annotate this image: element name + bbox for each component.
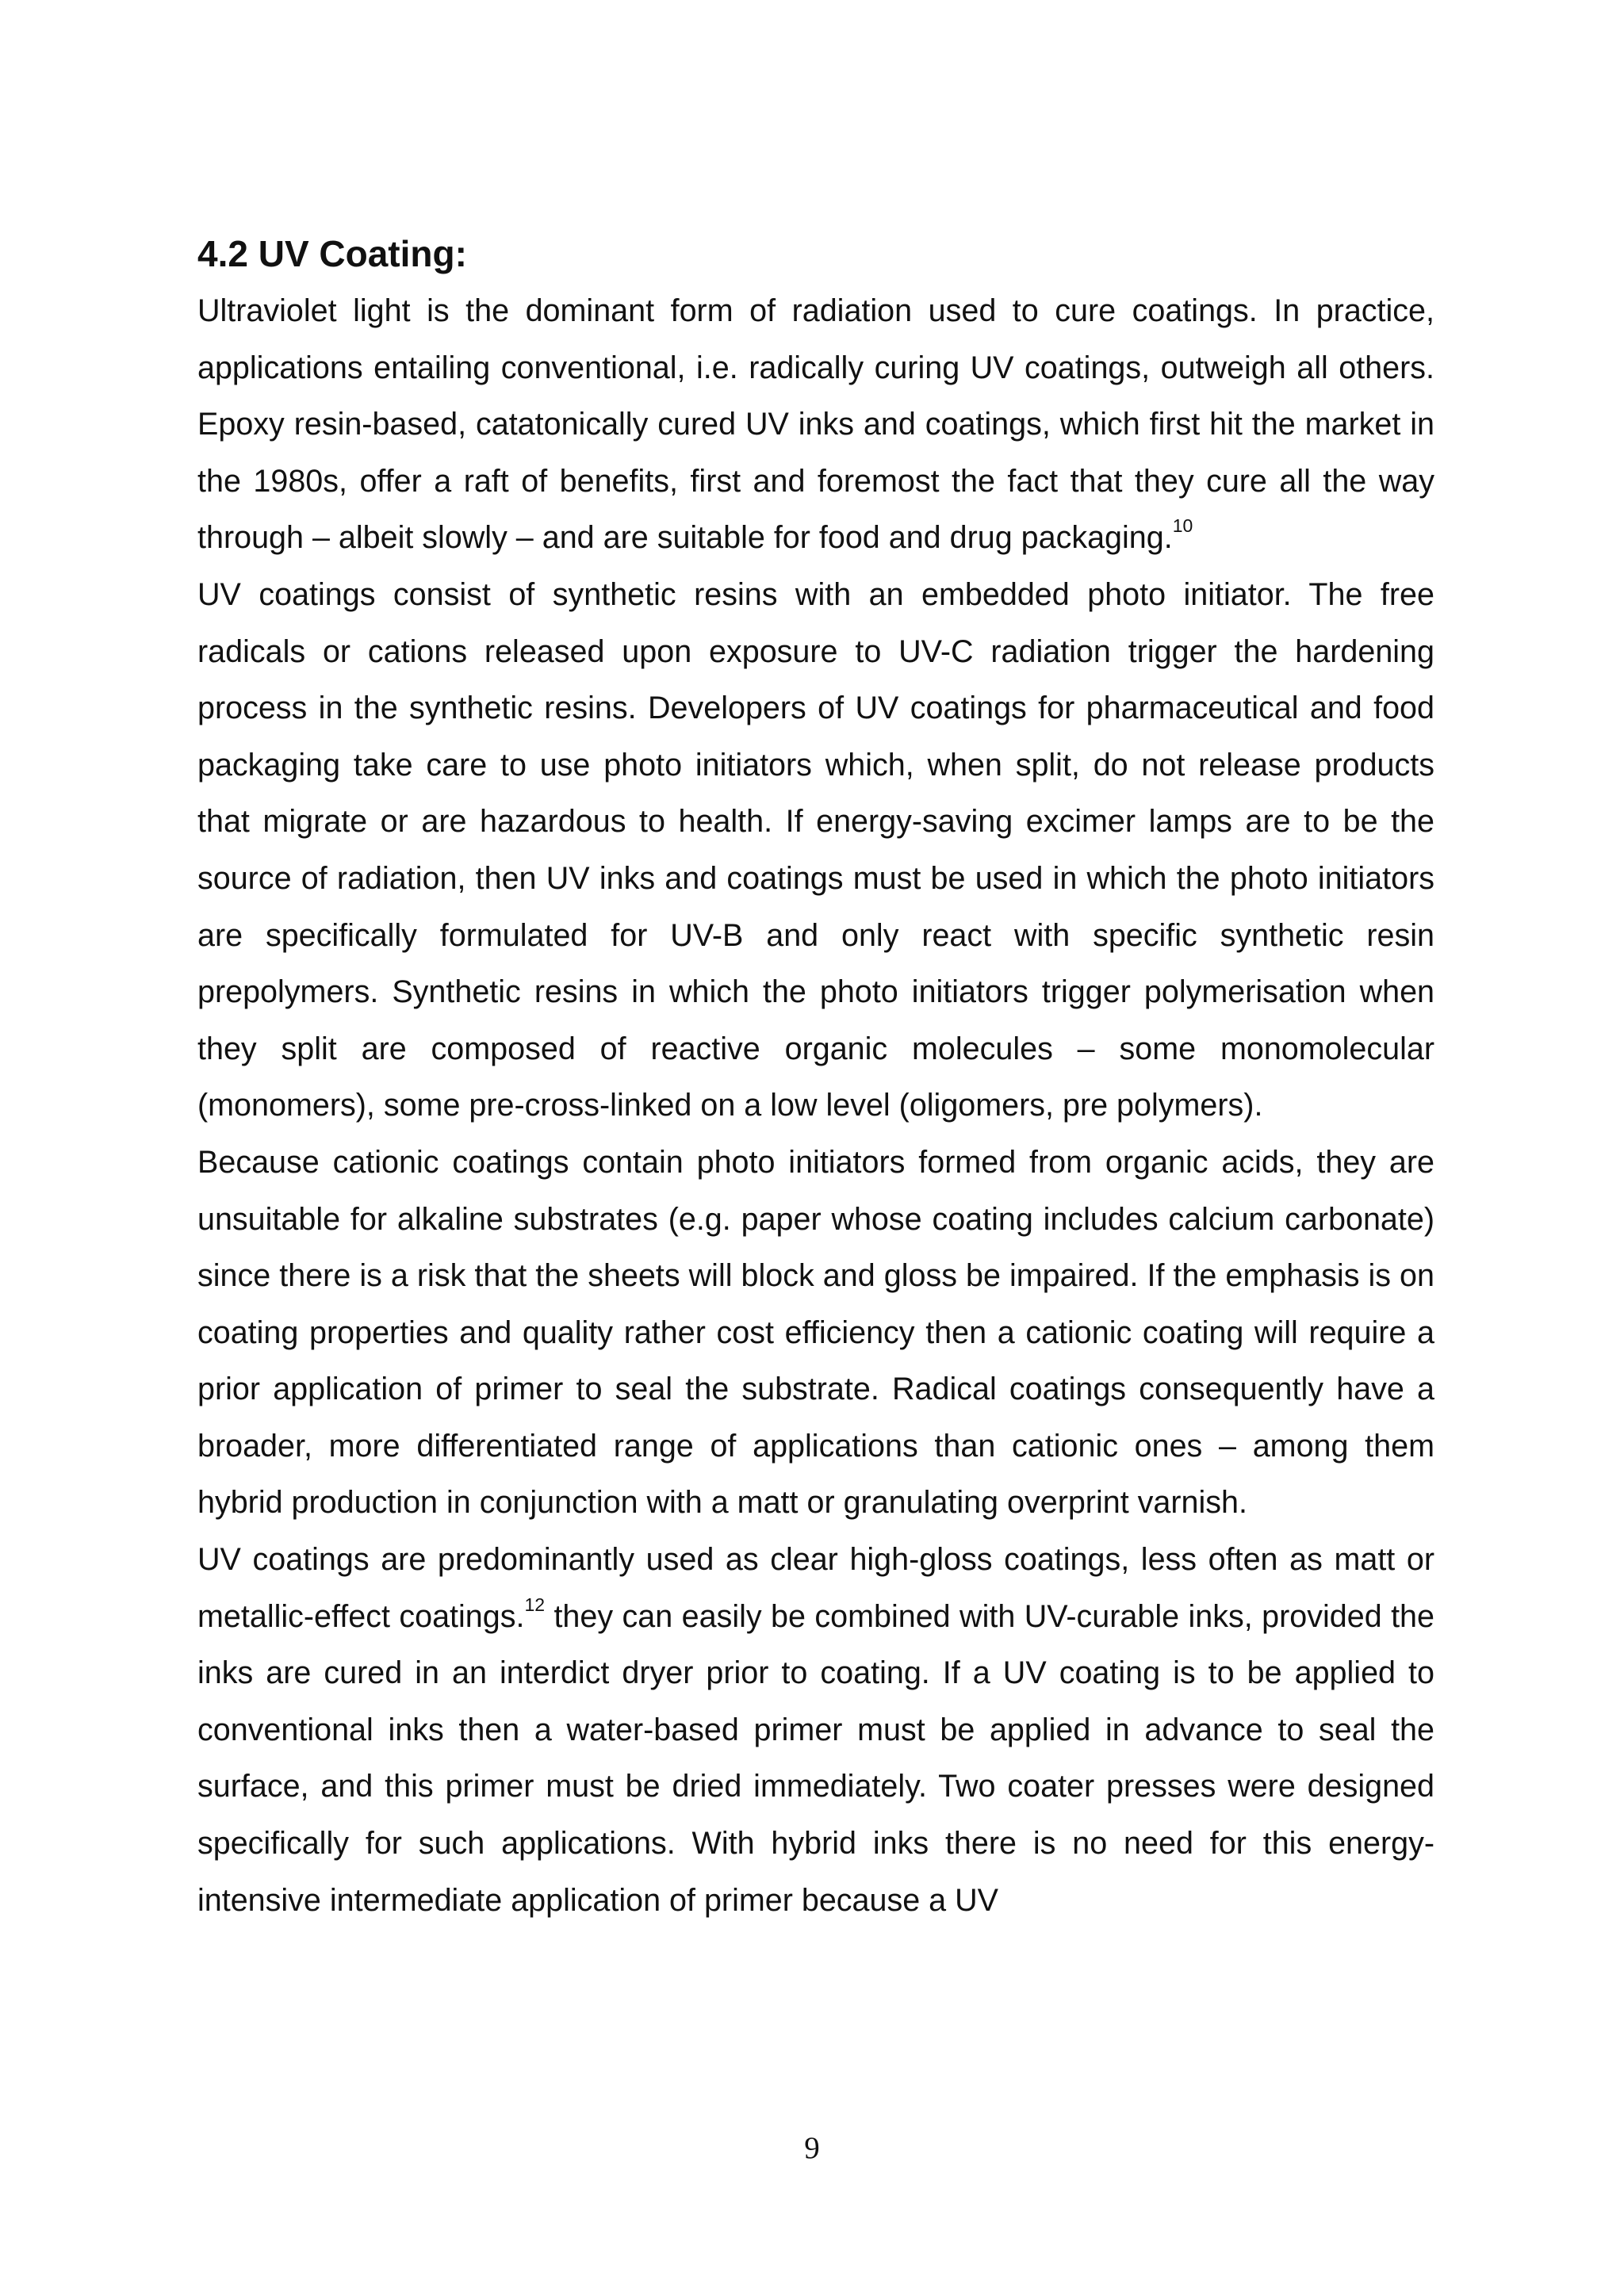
paragraph-text: UV coatings consist of synthetic resins with an embedded photo initiator. The free radicals or cations released upon exposure to UV-C radiation trigger the hardening process in the synthetic resins. Developers of UV coatings for pharmaceutical and food packaging take care to use photo initiators which, when split, do not release products that migrate or are hazardous to health. If energy-saving excimer lamps are to be the source of radiation, then UV inks and coatings must be used in which the photo initiators are specifically formulated for UV-B and only react with specific synthetic resin prepolymers. Synthetic resins in which the photo initiators trigger polymerisation when they split are composed of reactive organic molecules – some monomolecular (monomers), some pre-cross-linked on a low level (oligomers, pre polymers). (197, 576, 1434, 1123)
paragraph-text-after-footnote: they can easily be combined with UV-curable inks, provided the inks are cured in an interdict dryer prior to coating. If a UV coating is to be applied to conventional inks then a water-based primer must be applied in advance to seal the surface, and this primer must be dried immediately. Two coater presses were designed specifically for such applications. With hybrid inks there is no need for this energy-intensive intermediate application of primer because a UV (197, 1598, 1434, 1918)
footnote-reference: 10 (1172, 515, 1193, 537)
paragraph-cationic-coatings (197, 1135, 1434, 1532)
paragraph-uv-coating-usage (197, 1532, 1434, 1929)
footnote-reference: 12 (524, 1594, 546, 1615)
paragraph-text: UV coatings are predominantly used as clear high-gloss coatings, less often as matt or metallic-effect coatings. (197, 1542, 1434, 1634)
paragraph-text: Ultraviolet light is the dominant form of radiation used to cure coatings. In practice, applications entailing conventional, i.e. radically curing UV coatings, outweigh all others. Epoxy resin-based, catatonically cured UV inks and coatings, which first hit the market in the 1980s, offer a raft of benefits, first and foremost the fact that they cure all the way through – albeit slowly – and are suitable for food and drug packaging. (197, 293, 1434, 556)
page-number: 9 (804, 2131, 820, 2165)
paragraph-uv-light-intro (197, 283, 1434, 567)
paragraph-text: Because cationic coatings contain photo initiators formed from organic acids, they are unsuitable for alkaline substrates (e.g. paper whose coating includes calcium carbonate) since there is a risk that the sheets will block and gloss be impaired. If the emphasis is on coating properties and quality rather cost efficiency then a cationic coating will require a prior application of primer to seal the substrate. Radical coatings consequently have a broader, more differentiated range of applications than cationic ones – among them hybrid production in conjunction with a matt or granulating overprint varnish. (197, 1144, 1434, 1521)
paragraph-uv-coatings-composition (197, 567, 1434, 1135)
section-heading: 4.2 UV Coating: (197, 233, 467, 274)
document-page (197, 226, 1434, 1929)
